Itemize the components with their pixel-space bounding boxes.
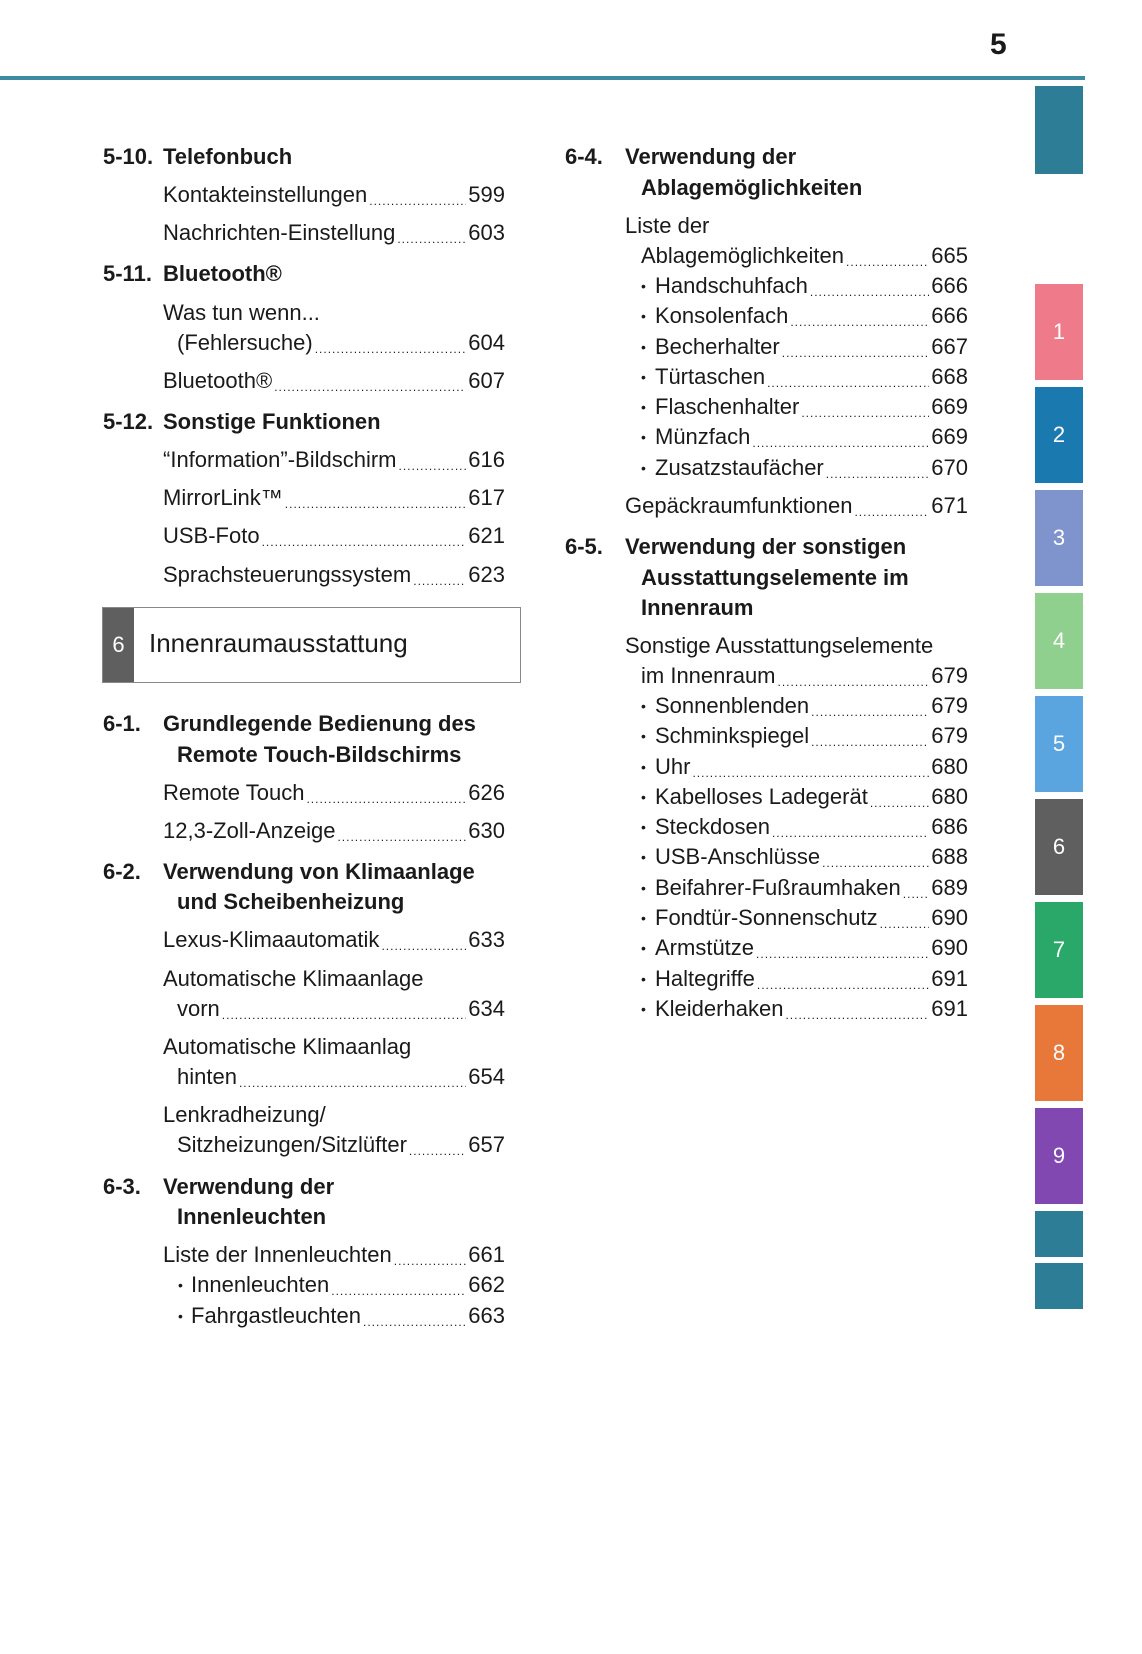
- toc-entry[interactable]: [191, 1271, 505, 1299]
- toc-entry-page: 688: [931, 844, 968, 869]
- toc-entry-page: 679: [931, 693, 968, 718]
- toc-entry-label: USB-Foto: [163, 523, 260, 548]
- dot-leader: [756, 940, 929, 962]
- dot-leader: [315, 335, 467, 357]
- section-heading: Telefonbuch: [163, 144, 293, 169]
- toc-entry[interactable]: [655, 843, 968, 871]
- toc-entry-page: 691: [931, 966, 968, 991]
- section-heading-number: 6-3.: [103, 1174, 141, 1199]
- toc-entry-label: Haltegriffe: [655, 966, 755, 991]
- dot-leader: [767, 369, 929, 391]
- toc-entry[interactable]: [655, 722, 968, 750]
- bullet-icon: •: [641, 369, 646, 385]
- toc-entry-page: 666: [931, 303, 968, 328]
- toc-entry[interactable]: [625, 492, 968, 520]
- toc-entry-text: Automatische Klimaanlage: [163, 966, 424, 991]
- dot-leader: [285, 490, 466, 512]
- section-number: 6: [103, 608, 134, 682]
- toc-entry-label: Liste der Innenleuchten: [163, 1242, 392, 1267]
- dot-leader: [778, 668, 930, 690]
- toc-entry-label: Sitzheizungen/Sitzlüfter: [177, 1132, 407, 1157]
- dot-leader: [801, 399, 929, 421]
- bullet-icon: •: [641, 971, 646, 987]
- toc-entry-page: 607: [468, 368, 505, 393]
- toc-entry-page: 657: [468, 1132, 505, 1157]
- toc-entry-page: 634: [468, 996, 505, 1021]
- section-heading: Verwendung der: [625, 144, 797, 169]
- toc-entry[interactable]: [163, 446, 505, 474]
- toc-entry-page: 686: [931, 814, 968, 839]
- chapter-tab[interactable]: [1035, 1263, 1083, 1309]
- toc-entry[interactable]: [655, 934, 968, 962]
- toc-entry-label: Steckdosen: [655, 814, 770, 839]
- bullet-icon: •: [641, 819, 646, 835]
- dot-leader: [822, 849, 929, 871]
- toc-entry[interactable]: [163, 181, 505, 209]
- bullet-icon: •: [641, 278, 646, 294]
- toc-entry-text: Was tun wenn...: [163, 300, 320, 325]
- dot-leader: [790, 308, 929, 330]
- toc-entry-label: Nachrichten-Einstellung: [163, 220, 396, 245]
- section-heading-continued: Innenleuchten: [177, 1204, 327, 1229]
- toc-entry-label: Uhr: [655, 754, 691, 779]
- dot-leader: [409, 1137, 466, 1159]
- toc-entry[interactable]: [177, 329, 505, 357]
- toc-entry[interactable]: [163, 1241, 505, 1269]
- toc-entry-label: Türtaschen: [655, 364, 766, 389]
- toc-entry[interactable]: [655, 333, 968, 361]
- dot-leader: [692, 759, 929, 781]
- dot-leader: [369, 187, 466, 209]
- section-heading: Sonstige Funktionen: [163, 409, 381, 434]
- dot-leader: [880, 910, 930, 932]
- section-heading-continued: und Scheibenheizung: [177, 889, 405, 914]
- page-number: 5: [990, 28, 1007, 61]
- dot-leader: [846, 248, 929, 270]
- toc-entry-label: 12,3-Zoll-Anzeige: [163, 818, 336, 843]
- bullet-icon: •: [641, 339, 646, 355]
- section-heading-number: 5-11.: [103, 261, 152, 286]
- toc-entry[interactable]: [163, 817, 505, 845]
- section-box: [102, 607, 521, 683]
- dot-leader: [785, 1001, 929, 1023]
- bullet-icon: •: [641, 849, 646, 865]
- bullet-icon: •: [178, 1308, 183, 1324]
- chapter-tab-9[interactable]: 9: [1035, 1108, 1083, 1204]
- dot-leader: [394, 1247, 467, 1269]
- toc-entry-label: (Fehlersuche): [177, 330, 313, 355]
- toc-entry-page: 630: [468, 818, 505, 843]
- toc-entry[interactable]: [655, 423, 968, 451]
- chapter-tab[interactable]: [1035, 1211, 1083, 1257]
- toc-entry[interactable]: [655, 904, 968, 932]
- toc-entry-page: 667: [931, 334, 968, 359]
- toc-entry-page: 679: [931, 723, 968, 748]
- toc-entry-label: hinten: [177, 1064, 237, 1089]
- toc-entry[interactable]: [655, 692, 968, 720]
- toc-entry[interactable]: [163, 926, 505, 954]
- toc-entry-label: MirrorLink™: [163, 485, 283, 510]
- bullet-icon: •: [641, 759, 646, 775]
- toc-entry-label: Bluetooth®: [163, 368, 273, 393]
- toc-entry-page: 679: [931, 663, 968, 688]
- toc-entry-label: Gepäckraumfunktionen: [625, 493, 853, 518]
- toc-entry-label: Fahrgastleuchten: [191, 1303, 361, 1328]
- dot-leader: [413, 567, 466, 589]
- toc-entry-page: 599: [468, 182, 505, 207]
- chapter-tab-5[interactable]: 5: [1035, 696, 1083, 792]
- dot-leader: [331, 1277, 466, 1299]
- toc-entry-label: Kabelloses Ladegerät: [655, 784, 868, 809]
- toc-entry-page: 662: [468, 1272, 505, 1297]
- toc-entry-label: Zusatzstaufächer: [655, 455, 824, 480]
- toc-entry-page: 623: [468, 562, 505, 587]
- toc-entry-page: 661: [468, 1242, 505, 1267]
- toc-entry-page: 604: [468, 330, 505, 355]
- dot-leader: [381, 932, 466, 954]
- dot-leader: [239, 1069, 466, 1091]
- toc-entry-label: Sprachsteuerungssystem: [163, 562, 412, 587]
- toc-entry[interactable]: [655, 393, 968, 421]
- toc-entry[interactable]: [655, 454, 968, 482]
- toc-entry[interactable]: [177, 995, 505, 1023]
- dot-leader: [337, 823, 466, 845]
- toc-entry-label: “Information”-Bildschirm: [163, 447, 397, 472]
- toc-entry[interactable]: [641, 242, 968, 270]
- toc-entry-label: Handschuhfach: [655, 273, 808, 298]
- toc-entry-page: 621: [468, 523, 505, 548]
- section-heading-number: 6-1.: [103, 711, 141, 736]
- section-heading-number: 5-12.: [103, 409, 154, 434]
- bullet-icon: •: [641, 789, 646, 805]
- toc-entry-page: 671: [931, 493, 968, 518]
- toc-entry-label: Remote Touch: [163, 780, 305, 805]
- dot-leader: [262, 528, 467, 550]
- toc-entry-text: Automatische Klimaanlag: [163, 1034, 412, 1059]
- toc-entry-page: 669: [931, 394, 968, 419]
- toc-entry-label: Kleiderhaken: [655, 996, 784, 1021]
- toc-entry-page: 691: [931, 996, 968, 1021]
- section-heading-number: 6-4.: [565, 144, 603, 169]
- chapter-tab-7[interactable]: 7: [1035, 902, 1083, 998]
- chapter-tab-8[interactable]: 8: [1035, 1005, 1083, 1101]
- section-heading-number: 6-5.: [565, 534, 603, 559]
- toc-entry[interactable]: [163, 219, 505, 247]
- toc-entry-label: Kontakteinstellungen: [163, 182, 368, 207]
- dot-leader: [811, 728, 929, 750]
- toc-entry-page: 663: [468, 1303, 505, 1328]
- bullet-icon: •: [641, 308, 646, 324]
- bullet-icon: •: [178, 1277, 183, 1293]
- toc-entry[interactable]: [191, 1302, 505, 1330]
- section-heading: Grundlegende Bedienung des: [163, 711, 476, 736]
- toc-entry[interactable]: [163, 561, 505, 589]
- toc-entry-text: Sonstige Ausstattungselemente: [625, 633, 934, 658]
- toc-entry[interactable]: [655, 783, 968, 811]
- toc-entry-page: 668: [931, 364, 968, 389]
- toc-entry-text: Lenkradheizung/: [163, 1102, 326, 1127]
- toc-entry-label: USB-Anschlüsse: [655, 844, 821, 869]
- dot-leader: [397, 225, 466, 247]
- toc-entry-label: Konsolenfach: [655, 303, 789, 328]
- section-title: Innenraumausstattung: [149, 628, 408, 658]
- dot-leader: [752, 429, 929, 451]
- section-heading: Verwendung der sonstigen: [625, 534, 907, 559]
- dot-leader: [306, 785, 466, 807]
- section-heading-number: 6-2.: [103, 859, 141, 884]
- toc-entry-label: Schminkspiegel: [655, 723, 810, 748]
- toc-entry[interactable]: [641, 662, 968, 690]
- toc-entry[interactable]: [655, 874, 968, 902]
- toc-entry[interactable]: [655, 753, 968, 781]
- dot-leader: [811, 698, 929, 720]
- toc-entry-label: Lexus-Klimaautomatik: [163, 927, 380, 952]
- toc-entry-text: Liste der: [625, 213, 710, 238]
- toc-entry-page: 669: [931, 424, 968, 449]
- dot-leader: [870, 789, 929, 811]
- toc-entry-label: Beifahrer-Fußraumhaken: [655, 875, 901, 900]
- dot-leader: [903, 880, 930, 902]
- toc-entry-label: Sonnenblenden: [655, 693, 810, 718]
- toc-entry[interactable]: [655, 272, 968, 300]
- bullet-icon: •: [641, 880, 646, 896]
- dot-leader: [363, 1308, 466, 1330]
- section-heading: Verwendung der: [163, 1174, 335, 1199]
- toc-entry[interactable]: [655, 965, 968, 993]
- toc-entry[interactable]: [163, 367, 505, 395]
- toc-entry-label: vorn: [177, 996, 220, 1021]
- toc-entry-label: Münzfach: [655, 424, 751, 449]
- toc-entry[interactable]: [655, 363, 968, 391]
- chapter-tab-1[interactable]: 1: [1035, 284, 1083, 380]
- bullet-icon: •: [641, 1001, 646, 1017]
- dot-leader: [399, 452, 467, 474]
- toc-entry[interactable]: [163, 484, 505, 512]
- section-heading: Verwendung von Klimaanlage: [163, 859, 475, 884]
- toc-entry-page: 689: [931, 875, 968, 900]
- toc-entry[interactable]: [655, 995, 968, 1023]
- toc-entry-page: 616: [468, 447, 505, 472]
- bullet-icon: •: [641, 940, 646, 956]
- toc-entry-page: 680: [931, 784, 968, 809]
- section-heading: Bluetooth®: [163, 261, 282, 286]
- toc-entry-page: 633: [468, 927, 505, 952]
- dot-leader: [222, 1001, 466, 1023]
- chapter-tab-2[interactable]: 2: [1035, 387, 1083, 483]
- toc-entry-page: 617: [468, 485, 505, 510]
- header-rule: [0, 76, 1085, 80]
- toc-entry-page: 603: [468, 220, 505, 245]
- bullet-icon: •: [641, 728, 646, 744]
- toc-entry-label: Armstütze: [655, 935, 755, 960]
- dot-leader: [772, 819, 929, 841]
- toc-entry[interactable]: [655, 302, 968, 330]
- toc-entry-label: Ablagemöglichkeiten: [641, 243, 845, 268]
- toc-entry[interactable]: [177, 1063, 505, 1091]
- bullet-icon: •: [641, 399, 646, 415]
- bullet-icon: •: [641, 460, 646, 476]
- section-heading-continued: Innenraum: [641, 595, 754, 620]
- section-heading-continued: Ausstattungselemente im: [641, 565, 909, 590]
- chapter-tab[interactable]: [1035, 86, 1083, 174]
- chapter-tab-6[interactable]: 6: [1035, 799, 1083, 895]
- section-heading-continued: Remote Touch-Bildschirms: [177, 742, 462, 767]
- bullet-icon: •: [641, 429, 646, 445]
- dot-leader: [854, 498, 929, 520]
- dot-leader: [274, 373, 466, 395]
- dot-leader: [782, 339, 930, 361]
- toc-entry-page: 690: [931, 905, 968, 930]
- toc-entry-page: 690: [931, 935, 968, 960]
- toc-entry-page: 654: [468, 1064, 505, 1089]
- toc-entry-page: 670: [931, 455, 968, 480]
- dot-leader: [826, 460, 930, 482]
- toc-entry[interactable]: [163, 779, 505, 807]
- toc-entry-label: Fondtür-Sonnenschutz: [655, 905, 878, 930]
- chapter-tab-4[interactable]: 4: [1035, 593, 1083, 689]
- chapter-tab-3[interactable]: 3: [1035, 490, 1083, 586]
- dot-leader: [810, 278, 929, 300]
- bullet-icon: •: [641, 698, 646, 714]
- toc-entry-label: Innenleuchten: [191, 1272, 330, 1297]
- bullet-icon: •: [641, 910, 646, 926]
- toc-entry[interactable]: [177, 1131, 505, 1159]
- dot-leader: [757, 971, 929, 993]
- toc-entry-page: 680: [931, 754, 968, 779]
- toc-entry[interactable]: [655, 813, 968, 841]
- toc-entry-page: 665: [931, 243, 968, 268]
- section-heading-continued: Ablagemöglichkeiten: [641, 175, 863, 200]
- toc-entry-page: 626: [468, 780, 505, 805]
- toc-entry-label: Flaschenhalter: [655, 394, 800, 419]
- toc-entry[interactable]: [163, 522, 505, 550]
- toc-entry-label: Becherhalter: [655, 334, 780, 359]
- toc-entry-page: 666: [931, 273, 968, 298]
- toc-entry-label: im Innenraum: [641, 663, 776, 688]
- section-heading-number: 5-10.: [103, 144, 154, 169]
